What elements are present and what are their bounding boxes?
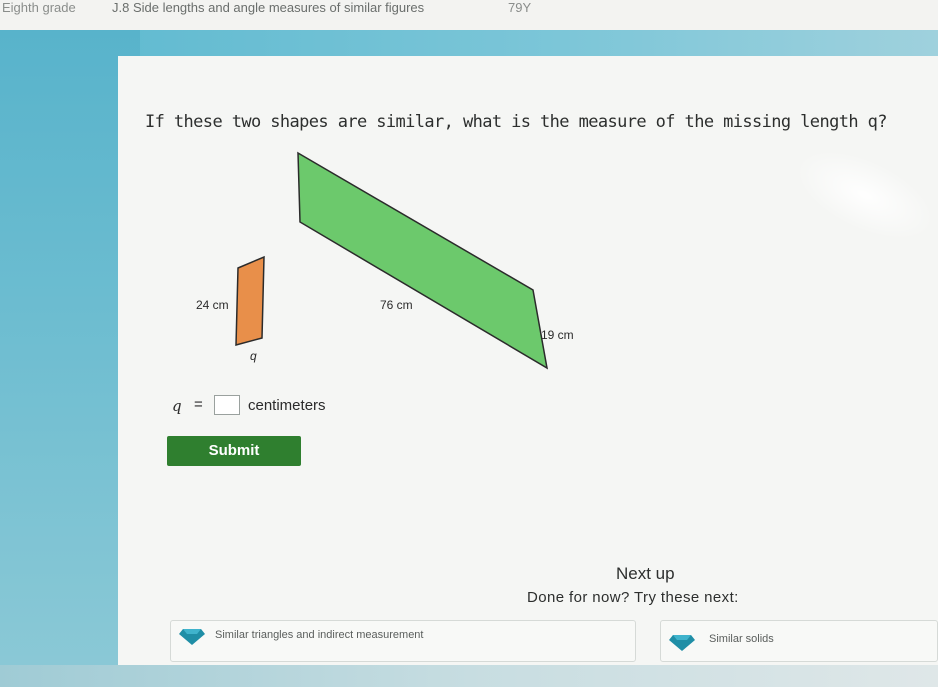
- small-unknown-label: q: [250, 349, 257, 363]
- next-skill-card-similar-solids[interactable]: [660, 620, 938, 662]
- large-short-label: 19 cm: [541, 328, 574, 342]
- answer-input[interactable]: [214, 395, 240, 415]
- answer-variable: q: [172, 397, 182, 415]
- gem-icon: [667, 629, 697, 653]
- next-skill-card-similar-triangles[interactable]: [170, 620, 636, 662]
- next-up-heading: Next up: [616, 564, 675, 583]
- question-text: If these two shapes are similar, what is the measure of the missing length q?: [145, 112, 887, 132]
- breadcrumb-grade[interactable]: Eighth grade: [2, 0, 76, 15]
- equals-sign: =: [194, 396, 203, 413]
- large-parallelogram: [298, 153, 547, 368]
- bottom-strip: [0, 665, 938, 687]
- small-side-label: 24 cm: [196, 298, 229, 312]
- next-skill-label: Similar solids: [709, 633, 774, 645]
- large-long-label: 76 cm: [380, 298, 413, 312]
- answer-unit: centimeters: [248, 397, 326, 414]
- skill-title: J.8 Side lengths and angle measures of similar figures: [112, 0, 425, 15]
- next-up-prompt: Done for now? Try these next:: [527, 589, 739, 606]
- submit-button[interactable]: Submit: [167, 436, 301, 466]
- next-skill-label: Similar triangles and indirect measurement: [215, 629, 424, 641]
- skill-code: 79Y: [508, 0, 532, 15]
- small-parallelogram: [236, 257, 264, 345]
- gem-icon: [177, 623, 207, 647]
